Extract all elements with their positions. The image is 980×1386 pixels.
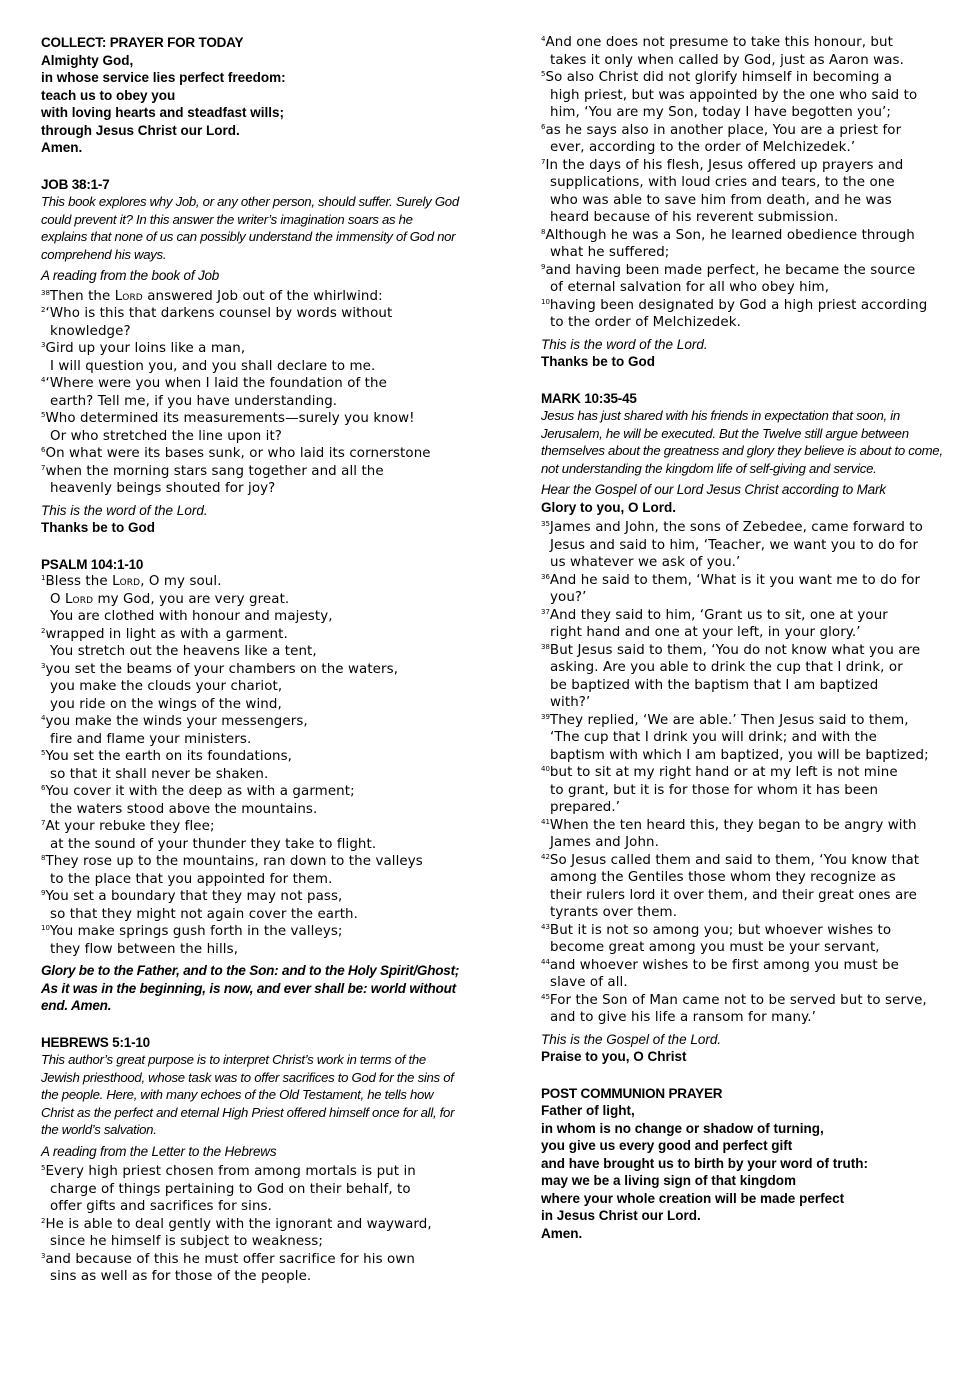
verse-continuation: asking. Are you able to drink the cup that I drink, or	[550, 660, 903, 675]
hebrews-response-italic: This is the word of the Lord.	[541, 336, 708, 352]
verse-number: 7	[541, 157, 546, 166]
verse-line: $^{40}$but to sit at my right hand or at my left is not mine	[541, 765, 898, 780]
verse-line: $^9$You set a boundary that they may not pass,	[41, 889, 343, 904]
hebrews-continued	[541, 34, 953, 371]
verse-continuation: their rulers lord it over them, and their great ones are	[550, 887, 917, 903]
verse-number: 40	[541, 765, 550, 773]
verse-number: 10	[41, 924, 50, 932]
prayer-line: in whose service lies perfect freedom:	[41, 70, 286, 85]
verse-line: $^1$Bless the Lord, O my soul.	[41, 574, 222, 589]
verse-number: 6	[541, 122, 546, 131]
verse-line: $^{38}$Then the Lord answered Job out of the whirlwind:	[41, 288, 383, 304]
hebrews-heading: HEBREWS 5:1-10	[41, 1034, 150, 1050]
prayer-line: you give us every good and perfect gift	[541, 1138, 793, 1153]
verse-number: 5	[41, 411, 46, 419]
mark-lead-response: Glory to you, O Lord.	[541, 499, 676, 515]
post-communion-section	[541, 1085, 953, 1243]
mark-intro: Jesus has just shared with his friends in expectation that soon, in Jerusalem, he will be executed. But the Twelve still argue between themselves about the greatness and glory they believe is about to come, not understanding the kingdom life of self-giving and service.	[541, 408, 943, 476]
job-intro: This book explores why Job, or any other person, should suffer. Surely God could prevent it? In this answer the writer’s imagination soars as he explains that none of us can possibly understand the immensity of God nor comprehend his ways.	[41, 194, 459, 262]
psalm-section	[41, 556, 461, 1015]
verse-continuation: James and John.	[550, 835, 659, 850]
psalm-heading: PSALM 104:1-10	[41, 556, 144, 572]
prayer-line: Father of light,	[541, 1103, 635, 1118]
verse-line: $^7$when the morning stars sang together and all the	[41, 463, 384, 479]
job-response-italic: This is the word of the Lord.	[41, 502, 208, 518]
verse-line: $^{44}$and whoever wishes to be first among you must be	[541, 957, 899, 973]
collect-section	[41, 34, 461, 157]
verse-continuation: you make the clouds your chariot,	[50, 679, 283, 694]
verse-line: $^7$At your rebuke they flee;	[41, 819, 215, 834]
verse-continuation: so that they might not again cover the earth.	[50, 906, 359, 922]
verse-line: $^{39}$They replied, ‘We are able.’ Then Jesus said to them,	[541, 712, 909, 728]
psalm-verses	[41, 573, 461, 958]
verse-continuation: ‘The cup that I drink you will drink; and with the	[550, 730, 877, 745]
prayer-line: Amen.	[541, 1225, 583, 1241]
verse-line: $^6$On what were its bases sunk, or who laid its cornerstone	[41, 446, 431, 461]
verse-number: 4	[41, 376, 46, 384]
verse-continuation: slave of all.	[550, 975, 628, 990]
verse-line: $^3$Gird up your loins like a man,	[41, 341, 246, 356]
verse-number: 42	[541, 852, 550, 861]
verse-number: 5	[541, 70, 546, 78]
verse-line: $^8$Although he was a Son, he learned obedience through	[541, 227, 915, 243]
verse-continuation: they flow between the hills,	[50, 941, 239, 957]
job-verses	[41, 288, 461, 498]
job-section	[41, 176, 461, 537]
verse-number: 2	[41, 1216, 46, 1225]
verse-line: $^5$Every high priest chosen from among mortals is put in	[41, 1164, 416, 1179]
verse-continuation: offer gifts and sacrifices for sins.	[50, 1199, 272, 1214]
mark-heading: MARK 10:35-45	[541, 390, 637, 406]
verse-number: 10	[541, 297, 550, 306]
verse-number: 3	[41, 661, 46, 670]
verse-number: 5	[41, 749, 46, 757]
verse-continuation: and to give his life a ransom for many.’	[550, 1010, 816, 1025]
verse-continuation: you ride on the wings of the wind,	[50, 696, 282, 712]
hebrews-response: Thanks be to God	[541, 354, 656, 369]
verse-number: 7	[41, 819, 46, 827]
verse-line: $^{37}$And they said to him, ‘Grant us to sit, one at your	[541, 607, 888, 623]
verse-number: 3	[41, 1251, 46, 1260]
verse-continuation: takes it only when called by God, just as Aaron was.	[550, 52, 904, 68]
verse-line: $^3$you set the beams of your chambers on the waters,	[41, 661, 399, 677]
mark-response-italic: This is the Gospel of the Lord.	[541, 1031, 722, 1047]
verse-line: $^{38}$But Jesus said to them, ‘You do not know what you are	[541, 642, 921, 658]
verse-continuation: heard because of his reverent submission.	[550, 210, 839, 225]
verse-continuation: who was able to save him from death, and he was	[550, 192, 892, 208]
job-lead: A reading from the book of Job	[41, 268, 220, 283]
hebrews-lead: A reading from the Letter to the Hebrews	[41, 1143, 277, 1159]
right-column	[541, 34, 953, 1261]
verse-continuation: to the order of Melchizedek.	[550, 315, 741, 330]
prayer-line: where your whole creation will be made perfect	[541, 1190, 845, 1206]
collect-heading: COLLECT: PRAYER FOR TODAY	[41, 35, 244, 50]
verse-continuation: among the Gentiles those whom they recognize as	[550, 870, 896, 885]
job-response: Thanks be to God	[41, 520, 156, 535]
hebrews-verses-continued	[541, 34, 953, 332]
verse-line: $^6$as he says also in another place, You are a priest for	[541, 122, 902, 138]
verse-number: 2	[41, 626, 46, 635]
verse-number: 9	[41, 889, 46, 897]
post-communion-heading: POST COMMUNION PRAYER	[541, 1085, 723, 1101]
verse-continuation: so that it shall never be shaken.	[50, 766, 269, 782]
verse-continuation: I will question you, and you shall declare to me.	[50, 358, 376, 374]
verse-line: $^{35}$James and John, the sons of Zebedee, came forward to	[541, 520, 923, 535]
prayer-line: with loving hearts and steadfast wills;	[41, 105, 285, 120]
collect-prayer	[41, 52, 461, 157]
mark-lead: Hear the Gospel of our Lord Jesus Christ according to Mark	[541, 482, 886, 497]
mark-section	[541, 390, 953, 1066]
verse-line: $^2$wrapped in light as with a garment.	[41, 626, 288, 642]
verse-line: $^5$Who determined its measurements—surely you know!	[41, 411, 415, 426]
prayer-line: through Jesus Christ our Lord.	[41, 122, 240, 138]
verse-continuation: charge of things pertaining to God on their behalf, to	[50, 1181, 411, 1197]
verse-continuation: what he suffered;	[550, 245, 670, 260]
verse-number: 2	[41, 306, 46, 314]
prayer-line: Almighty God,	[41, 52, 134, 68]
verse-number: 8	[541, 227, 546, 236]
verse-continuation: right hand and one at your left, in your glory.’	[550, 625, 861, 640]
verse-number: 7	[41, 463, 46, 472]
verse-continuation: earth? Tell me, if you have understanding.	[50, 393, 338, 409]
mark-response: Praise to you, O Christ	[541, 1049, 687, 1064]
verse-line: $^4$you make the winds your messengers,	[41, 714, 308, 729]
verse-number: 39	[541, 712, 550, 721]
verse-continuation: Or who stretched the line upon it?	[50, 428, 283, 444]
verse-number: 6	[41, 784, 46, 792]
verse-continuation: high priest, but was appointed by the one who said to	[550, 87, 918, 103]
prayer-line: teach us to obey you	[41, 87, 176, 103]
verse-number: 3	[41, 341, 46, 349]
verse-number: 4	[541, 35, 546, 43]
verse-continuation: of eternal salvation for all who obey him,	[550, 280, 830, 295]
verse-line: $^2$He is able to deal gently with the ignorant and wayward,	[41, 1216, 432, 1232]
verse-number: 43	[541, 922, 550, 931]
verse-continuation: O Lord my God, you are very great.	[50, 591, 290, 607]
verse-line: $^8$They rose up to the mountains, ran down to the valleys	[41, 854, 423, 869]
verse-line: $^3$and because of this he must offer sacrifice for his own	[41, 1251, 415, 1267]
psalm-gloria: Glory be to the Father, and to the Son: and to the Holy Spirit/Ghost; As it was in the beginning, is now, and ever shall be: world without end. Amen.	[41, 963, 460, 1013]
prayer-line: Amen.	[41, 140, 83, 155]
verse-continuation: to grant, but it is for those for whom it has been	[550, 782, 879, 798]
prayer-line: may we be a living sign of that kingdom	[541, 1173, 797, 1188]
verse-continuation: to the place that you appointed for them.	[50, 871, 333, 887]
verse-continuation: heavenly beings shouted for joy?	[50, 481, 276, 496]
job-heading: JOB 38:1-7	[41, 176, 110, 192]
verse-continuation: supplications, with loud cries and tears, to the one	[550, 175, 895, 190]
verse-number: 5	[41, 1164, 46, 1172]
hebrews-section	[41, 1034, 461, 1286]
verse-line: $^{10}$You make springs gush forth in the valleys;	[41, 924, 343, 939]
hebrews-intro: This author’s great purpose is to interpret Christ’s work in terms of the Jewish priesthood, whose task was to offer sacrifices to God for the sins of the people. Here, with many echoes of the Old Testament, he tells how Christ as the perfect and eternal High Priest offered himself once for all, for the world’s salvation.	[41, 1052, 455, 1137]
prayer-line: and have brought us to birth by your word of truth:	[541, 1155, 868, 1171]
verse-continuation: him, ‘You are my Son, today I have begotten you’;	[550, 105, 892, 120]
verse-number: 45	[541, 992, 550, 1001]
verse-line: $^5$So also Christ did not glorify himself in becoming a	[541, 70, 893, 85]
verse-continuation: at the sound of your thunder they take to flight.	[50, 836, 377, 852]
verse-line: $^2$‘Who is this that darkens counsel by words without	[41, 306, 393, 321]
verse-line: $^4$And one does not presume to take this honour, but	[541, 35, 893, 50]
verse-number: 35	[541, 520, 550, 528]
verse-number: 37	[541, 607, 550, 616]
verse-number: 1	[41, 574, 46, 582]
verse-number: 44	[541, 957, 550, 966]
verse-continuation: be baptized with the baptism that I am baptized	[550, 677, 879, 693]
verse-continuation: Jesus and said to him, ‘Teacher, we want you to do for	[550, 537, 919, 553]
verse-number: 6	[41, 446, 46, 454]
verse-continuation: ever, according to the order of Melchizedek.’	[550, 140, 856, 155]
verse-continuation: us whatever we ask of you.’	[550, 555, 741, 570]
verse-continuation: you?’	[550, 590, 587, 605]
verse-number: 4	[41, 714, 46, 722]
verse-line: $^4$‘Where were you when I laid the foundation of the	[41, 376, 387, 391]
verse-number: 38	[541, 642, 550, 651]
verse-line: $^{45}$For the Son of Man came not to be served but to serve,	[541, 992, 927, 1008]
verse-line: $^{10}$having been designated by God a high priest according	[541, 297, 928, 313]
prayer-line: in whom is no change or shadow of turning,	[541, 1120, 824, 1136]
verse-continuation: baptism with which I am baptized, you will be baptized;	[550, 747, 929, 763]
verse-line: $^{43}$But it is not so among you; but whoever wishes to	[541, 922, 892, 938]
verse-continuation: sins as well as for those of the people.	[50, 1269, 312, 1284]
left-column	[41, 34, 461, 1305]
verse-continuation: knowledge?	[50, 323, 131, 339]
verse-line: $^5$You set the earth on its foundations,	[41, 749, 293, 764]
verse-line: $^{42}$So Jesus called them and said to them, ‘You know that	[541, 852, 920, 868]
verse-line: $^6$You cover it with the deep as with a garment;	[41, 784, 355, 799]
verse-continuation: prepared.’	[550, 800, 621, 815]
verse-number: 9	[541, 262, 546, 271]
verse-number: 41	[541, 817, 550, 826]
verse-continuation: become great among you must be your servant,	[550, 940, 880, 955]
post-communion-prayer	[541, 1102, 953, 1242]
verse-continuation: tyrants over them.	[550, 905, 678, 920]
verse-number: 8	[41, 854, 46, 862]
verse-continuation: You stretch out the heavens like a tent,	[50, 644, 317, 659]
verse-number: 38	[41, 288, 50, 297]
verse-number: 36	[541, 572, 550, 581]
mark-verses	[541, 519, 953, 1027]
verse-line: $^{41}$When the ten heard this, they began to be angry with	[541, 817, 917, 833]
verse-continuation: since he himself is subject to weakness;	[50, 1234, 323, 1249]
verse-line: $^{36}$And he said to them, ‘What is it you want me to do for	[541, 572, 921, 588]
verse-continuation: with?’	[550, 695, 591, 710]
verse-continuation: You are clothed with honour and majesty,	[50, 609, 333, 624]
verse-line: $^7$In the days of his flesh, Jesus offered up prayers and	[541, 157, 904, 173]
verse-continuation: the waters stood above the mountains.	[50, 801, 318, 817]
hebrews-verses	[41, 1163, 461, 1286]
verse-continuation: fire and flame your ministers.	[50, 731, 252, 747]
prayer-line: in Jesus Christ our Lord.	[541, 1208, 701, 1223]
verse-line: $^9$and having been made perfect, he became the source	[541, 262, 916, 278]
